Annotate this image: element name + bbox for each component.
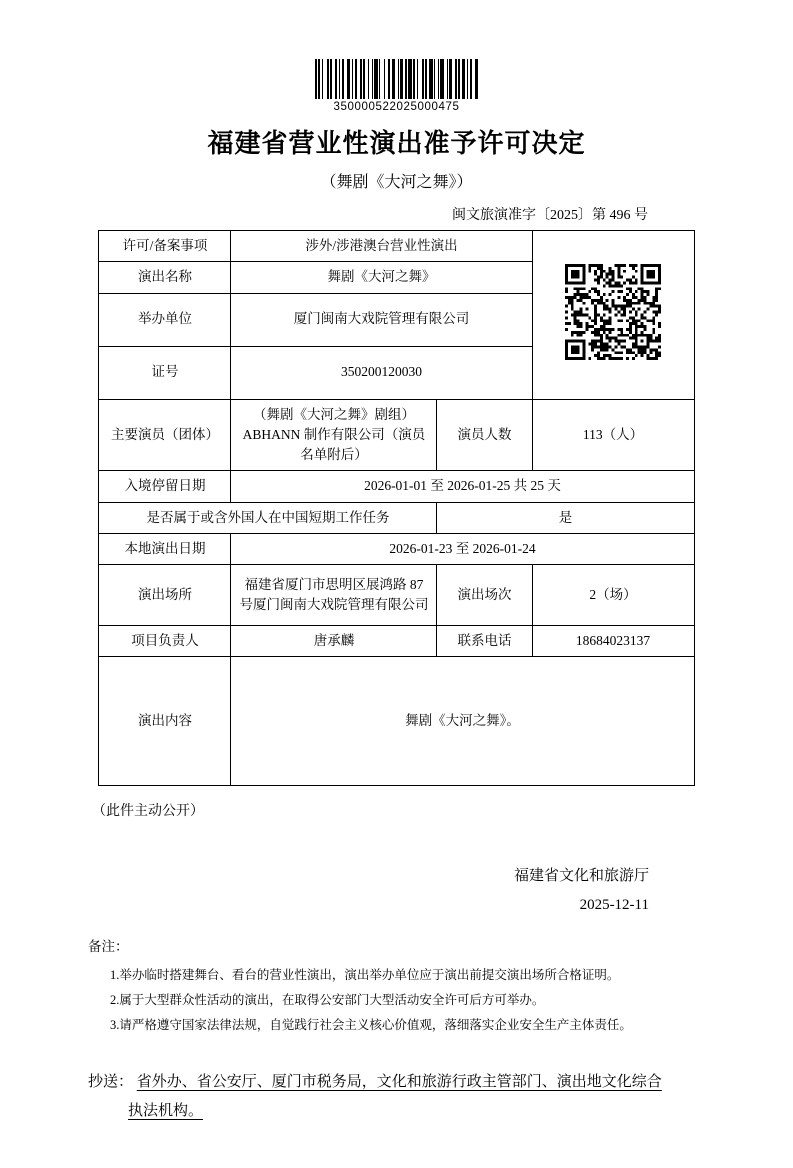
cell-org-value: 厦门闽南大戏院管理有限公司 — [231, 293, 532, 346]
cell-name-label: 演出名称 — [99, 262, 231, 293]
table-row — [99, 626, 694, 657]
qr-code-icon — [565, 264, 661, 360]
cell-cert-label: 证号 — [99, 346, 231, 399]
cell-actors-label: 主要演员（团体） — [99, 399, 231, 471]
cell-actors-count-label: 演员人数 — [437, 399, 532, 471]
cell-content-label: 演出内容 — [99, 657, 231, 786]
cc-block — [88, 1068, 745, 1125]
cell-name-value: 舞剧《大河之舞》 — [231, 262, 532, 293]
document-number: 闽文旅演准字〔2025〕第 496 号 — [452, 208, 648, 223]
cell-venue-label: 演出场所 — [99, 565, 231, 626]
cell-org-label: 举办单位 — [99, 293, 231, 346]
table-row — [99, 657, 694, 786]
issue-date: 2025-12-11 — [579, 896, 649, 913]
table-row — [99, 399, 694, 471]
barcode-block — [48, 46, 745, 113]
public-disclosure-note: （此件主动公开） — [92, 804, 204, 820]
page-subtitle: （舞剧《大河之舞》） — [320, 174, 473, 191]
cell-permit-label: 许可/备案事项 — [99, 231, 231, 262]
table-row — [99, 231, 694, 262]
cell-foreign-value: 是 — [437, 502, 694, 533]
cell-permit-value: 涉外/涉港澳台营业性演出 — [231, 231, 532, 262]
document-page — [0, 46, 793, 1168]
cell-local-date-label: 本地演出日期 — [99, 533, 231, 564]
cell-actors-value: （舞剧《大河之舞》剧组）ABHANN 制作有限公司（演员名单附后） — [231, 399, 437, 471]
remarks-list — [110, 963, 745, 1038]
cell-phone-label: 联系电话 — [437, 626, 532, 657]
cell-cert-value: 350200120030 — [231, 346, 532, 399]
cell-manager-label: 项目负责人 — [99, 626, 231, 657]
cell-manager-value: 唐承麟 — [231, 626, 437, 657]
cell-stay-value: 2026-01-01 至 2026-01-25 共 25 天 — [231, 471, 694, 502]
qr-code-cell — [532, 231, 694, 400]
cell-sessions-label: 演出场次 — [437, 565, 532, 626]
table-row — [99, 502, 694, 533]
cell-local-date-value: 2026-01-23 至 2026-01-24 — [231, 533, 694, 564]
cell-actors-count-value: 113（人） — [532, 399, 694, 471]
permit-table — [98, 230, 694, 786]
cell-foreign-label: 是否属于或含外国人在中国短期工作任务 — [99, 502, 437, 533]
cc-line-1: 省外办、省公安厅、厦门市税务局，文化和旅游行政主管部门、演出地文化综合 — [136, 1074, 662, 1091]
issuer-name: 福建省文化和旅游厅 — [513, 868, 649, 885]
cell-venue-value: 福建省厦门市思明区展鸿路 87 号厦门闽南大戏院管理有限公司 — [231, 565, 437, 626]
barcode-image — [315, 59, 478, 99]
remark-item: 2.属于大型群众性活动的演出，在取得公安部门大型活动安全许可后方可举办。 — [110, 993, 545, 1008]
page-title: 福建省营业性演出准予许可决定 — [207, 129, 586, 158]
cc-line-2: 执法机构。 — [128, 1102, 204, 1119]
issuer-block — [48, 862, 745, 919]
table-row — [99, 471, 694, 502]
remark-item: 1.举办临时搭建舞台、看台的营业性演出，演出举办单位应于演出前提交演出场所合格证明。 — [110, 968, 620, 983]
cc-label: 抄送： — [88, 1074, 134, 1091]
remark-item: 3.请严格遵守国家法律法规，自觉践行社会主义核心价值观，落细落实企业安全生产主体责任。 — [110, 1018, 632, 1033]
barcode-number: 350000522025000475 — [333, 101, 460, 113]
cell-content-value: 舞剧《大河之舞》。 — [231, 657, 694, 786]
remarks-title: 备注： — [88, 939, 129, 955]
cell-phone-value: 18684023137 — [532, 626, 694, 657]
cell-sessions-value: 2（场） — [532, 565, 694, 626]
cell-stay-label: 入境停留日期 — [99, 471, 231, 502]
table-row — [99, 533, 694, 564]
table-row — [99, 565, 694, 626]
